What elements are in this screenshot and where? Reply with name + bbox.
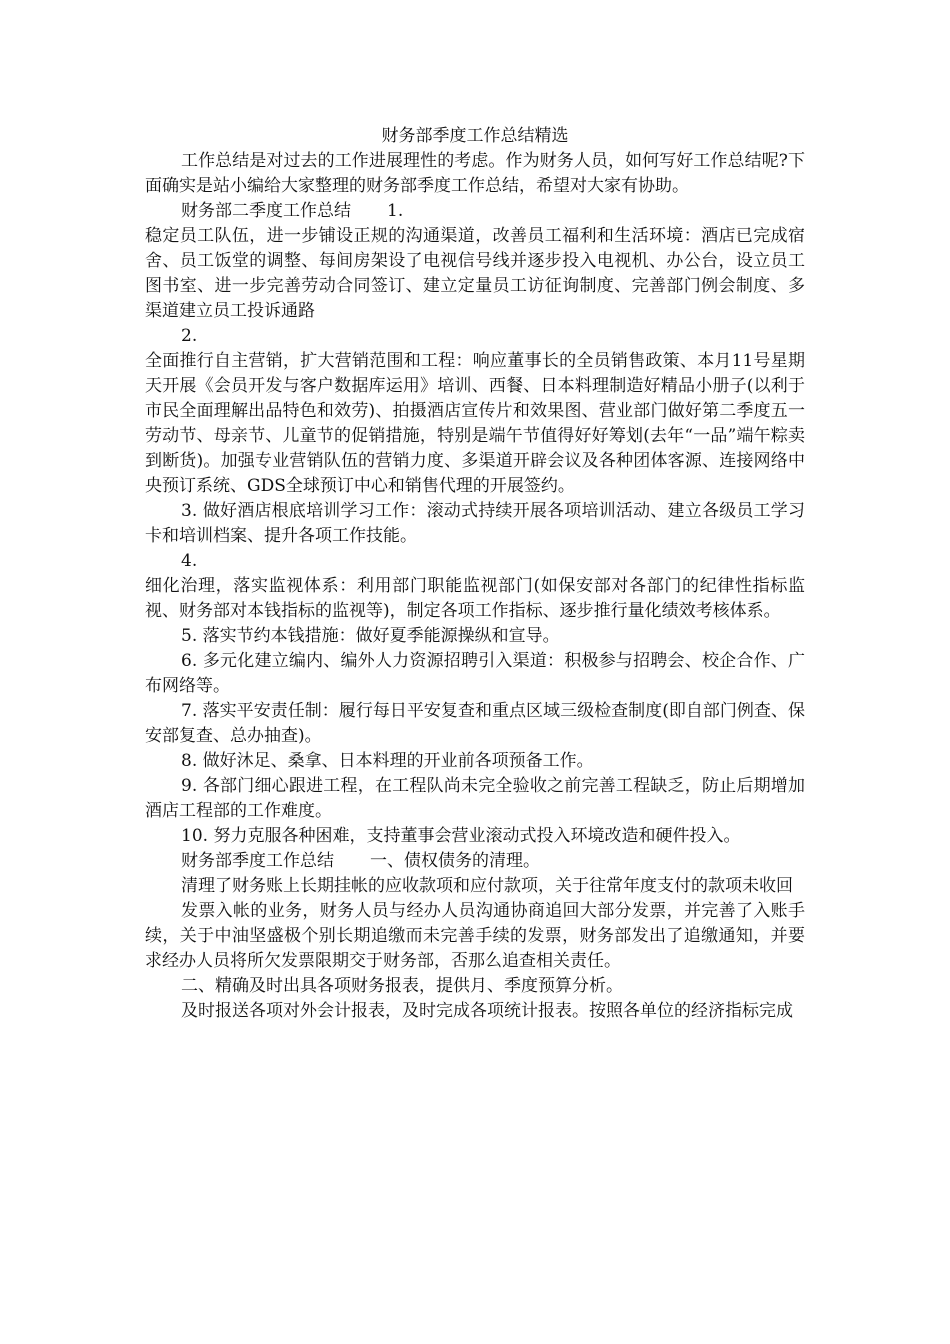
item4-number: 4. bbox=[181, 551, 198, 571]
paragraph-b: 发票入帐的业务，财务人员与经办人员沟通协商追回大部分发票，并完善了入账手续，关于中油坚盛极个别长期追缴而未完善手续的发票，财务部发出了追缴通知，并要求经办人员将所欠发票限期交于财务部，否那么追查相关责任。 bbox=[145, 901, 805, 971]
section2-subheading-2: 二、精确及时出具各项财务报表，提供月、季度预算分析。 bbox=[181, 976, 623, 996]
item10-paragraph: 10. 努力克服各种困难，支持董事会营业滚动式投入环境改造和硬件投入。 bbox=[181, 826, 741, 846]
intro-paragraph: 工作总结是对过去的工作进展理性的考虑。作为财务人员，如何写好工作总结呢?下面确实是站小编给大家整理的财务部季度工作总结，希望对大家有协助。 bbox=[145, 151, 805, 196]
item6-paragraph: 6. 多元化建立编内、编外人力资源招聘引入渠道：积极参与招聘会、校企合作、广布网络等。 bbox=[145, 651, 805, 696]
section2-heading: 财务部季度工作总结 bbox=[181, 851, 334, 871]
item4-text: 细化治理，落实监视体系：利用部门职能监视部门(如保安部对各部门的纪律性指标监视、财务部对本钱指标的监视等)，制定各项工作指标、逐步推行量化绩效考核体系。 bbox=[145, 576, 805, 621]
section1-heading-line bbox=[145, 199, 805, 224]
paragraph-c: 及时报送各项对外会计报表，及时完成各项统计报表。按照各单位的经济指标完成 bbox=[181, 1001, 793, 1021]
document-page bbox=[145, 124, 805, 1024]
document-title: 财务部季度工作总结精选 bbox=[381, 126, 569, 146]
item2-text: 全面推行自主营销，扩大营销范围和工程：响应董事长的全员销售政策、本月11号星期天开展《会员开发与客户数据库运用》培训、西餐、日本料理制造好精品小册子(以利于市民全面理解出品特色和效劳)、拍摄酒店宣传片和效果图、营业部门做好第二季度五一劳动节、母亲节、儿童节的促销措施，特别是端午节值得好好筹划(去年“一品”端午粽卖到断货)。加强专业营销队伍的营销力度、多渠道开辟会议及各种团体客源、连接网络中央预订系统、GDS全球预订中心和销售代理的开展签约。 bbox=[145, 351, 805, 496]
section1-heading: 财务部二季度工作总结 bbox=[181, 201, 351, 221]
item1-text: 稳定员工队伍，进一步铺设正规的沟通渠道，改善员工福利和生活环境：酒店已完成宿舍、员工饭堂的调整、每间房架设了电视信号线并逐步投入电视机、办公台，设立员工图书室、进一步完善劳动合同签订、建立定量员工访征询制度、完善部门例会制度、多渠道建立员工投诉通路 bbox=[145, 226, 805, 321]
section2-subheading-1: 一、债权债务的清理。 bbox=[370, 851, 540, 871]
item8-paragraph: 8. 做好沐足、桑拿、日本料理的开业前各项预备工作。 bbox=[181, 751, 594, 771]
section2-heading-line bbox=[145, 849, 805, 874]
item7-paragraph: 7. 落实平安责任制：履行每日平安复查和重点区域三级检查制度(即自部门例查、保安部复查、总办抽查)。 bbox=[145, 701, 805, 746]
item1-number: 1. bbox=[387, 201, 404, 221]
item3-paragraph: 3. 做好酒店根底培训学习工作：滚动式持续开展各项培训活动、建立各级员工学习卡和培训档案、提升各项工作技能。 bbox=[145, 501, 805, 546]
item2-number: 2. bbox=[181, 326, 198, 346]
item9-paragraph: 9. 各部门细心跟进工程，在工程队尚未完全验收之前完善工程缺乏，防止后期增加酒店工程部的工作难度。 bbox=[145, 776, 805, 821]
paragraph-a: 清理了财务账上长期挂帐的应收款项和应付款项，关于往常年度支付的款项未收回 bbox=[181, 876, 793, 896]
item5-paragraph: 5. 落实节约本钱措施：做好夏季能源操纵和宣导。 bbox=[181, 626, 560, 646]
